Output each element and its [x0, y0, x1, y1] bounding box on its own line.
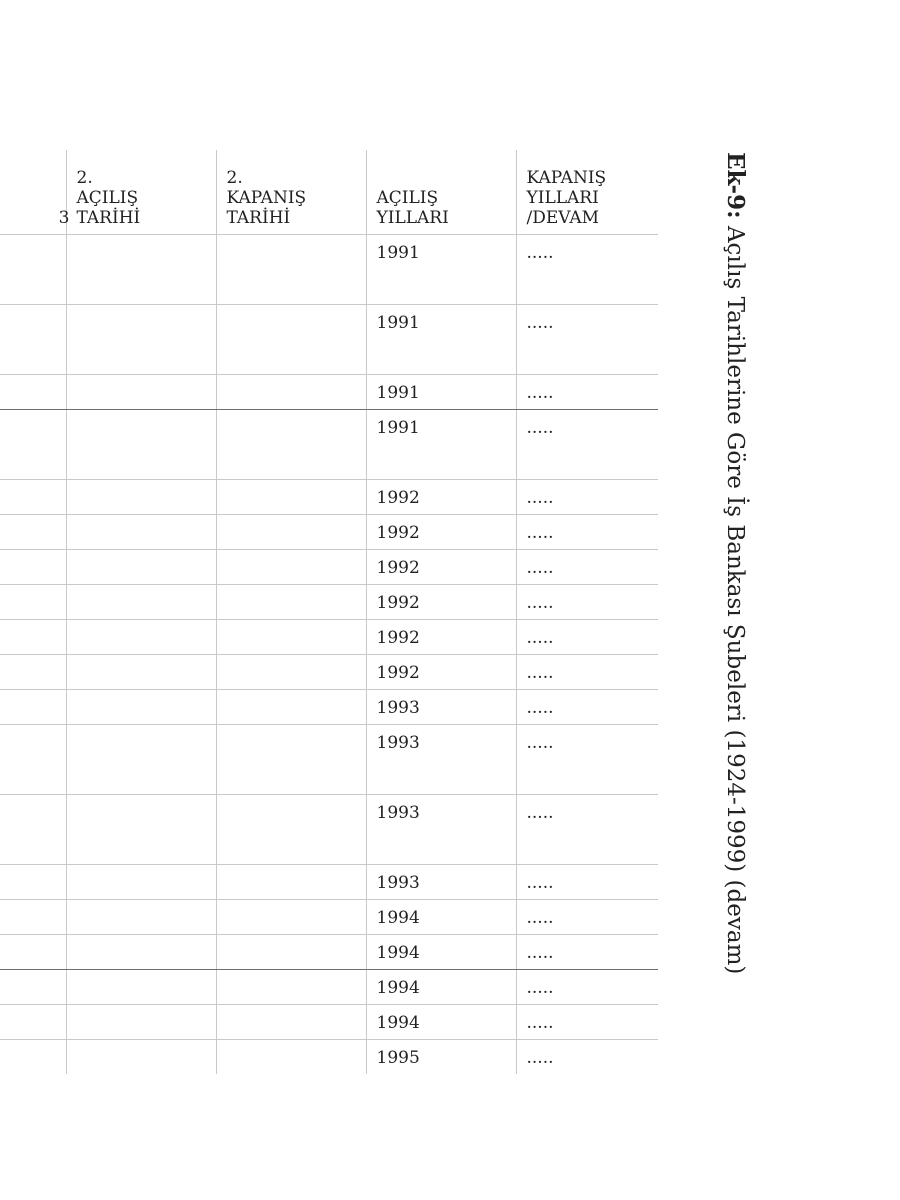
- cell-closing-status: .....: [516, 725, 658, 795]
- cell-opening-year: 1991: [366, 375, 516, 410]
- cell-closing-status: .....: [516, 970, 658, 1005]
- table-row: [0, 725, 658, 795]
- cell-cut: [0, 690, 66, 725]
- cell-second-closing-date: [216, 410, 366, 480]
- cell-closing-status: .....: [516, 1040, 658, 1075]
- cell-second-opening-date: [66, 410, 216, 480]
- cell-second-closing-date: [216, 480, 366, 515]
- cell-closing-status: .....: [516, 935, 658, 970]
- cell-closing-status: .....: [516, 585, 658, 620]
- cell-second-closing-date: [216, 865, 366, 900]
- table-row: [0, 1005, 658, 1040]
- cell-cut: [0, 515, 66, 550]
- table-row: [0, 550, 658, 585]
- cell-closing-status: .....: [516, 900, 658, 935]
- cell-second-opening-date: [66, 900, 216, 935]
- cell-second-closing-date: [216, 1005, 366, 1040]
- cell-closing-status: .....: [516, 305, 658, 375]
- header-second-closing-date: 2. KAPANIŞ TARİHİ: [216, 150, 366, 235]
- cell-second-closing-date: [216, 655, 366, 690]
- cell-second-closing-date: [216, 550, 366, 585]
- cell-second-opening-date: [66, 795, 216, 865]
- cell-cut: [0, 620, 66, 655]
- table-row: [0, 690, 658, 725]
- cell-second-opening-date: [66, 935, 216, 970]
- cell-cut: [0, 1005, 66, 1040]
- cell-cut: [0, 970, 66, 1005]
- cell-second-opening-date: [66, 725, 216, 795]
- cell-opening-year: 1994: [366, 935, 516, 970]
- cell-second-closing-date: [216, 935, 366, 970]
- cell-second-closing-date: [216, 725, 366, 795]
- table-row: [0, 410, 658, 480]
- table-row: [0, 375, 658, 410]
- cell-closing-status: .....: [516, 480, 658, 515]
- table-row: [0, 655, 658, 690]
- cell-cut: [0, 865, 66, 900]
- cell-closing-status: .....: [516, 690, 658, 725]
- cell-second-closing-date: [216, 900, 366, 935]
- cell-opening-year: 1992: [366, 585, 516, 620]
- cell-opening-year: 1992: [366, 550, 516, 585]
- header-opening-years: AÇILIŞ YILLARI: [366, 150, 516, 235]
- cell-opening-year: 1991: [366, 305, 516, 375]
- cell-closing-status: .....: [516, 375, 658, 410]
- table-row: [0, 970, 658, 1005]
- cell-opening-year: 1993: [366, 690, 516, 725]
- branches-table: [0, 150, 658, 1074]
- cell-second-opening-date: [66, 515, 216, 550]
- table-row: [0, 935, 658, 970]
- cell-second-opening-date: [66, 1005, 216, 1040]
- table-row: [0, 585, 658, 620]
- cell-closing-status: .....: [516, 550, 658, 585]
- table-row: [0, 235, 658, 305]
- table-header-row: [0, 150, 658, 235]
- cell-cut: [0, 480, 66, 515]
- cell-second-opening-date: [66, 970, 216, 1005]
- cell-second-opening-date: [66, 375, 216, 410]
- table-row: [0, 305, 658, 375]
- header-second-opening-date: 2. AÇILIŞ TARİHİ: [66, 150, 216, 235]
- table-row: [0, 795, 658, 865]
- cell-opening-year: 1991: [366, 235, 516, 305]
- cell-opening-year: 1993: [366, 725, 516, 795]
- table-row: [0, 900, 658, 935]
- cell-cut: [0, 935, 66, 970]
- header-closing-years-status: KAPANIŞ YILLARI /DEVAM: [516, 150, 658, 235]
- cell-opening-year: 1992: [366, 480, 516, 515]
- cell-closing-status: .....: [516, 795, 658, 865]
- cell-second-closing-date: [216, 1040, 366, 1075]
- cell-second-closing-date: [216, 795, 366, 865]
- table-caption: [720, 152, 750, 974]
- cell-opening-year: 1992: [366, 515, 516, 550]
- cell-closing-status: .....: [516, 515, 658, 550]
- cell-second-opening-date: [66, 480, 216, 515]
- cell-opening-year: 1995: [366, 1040, 516, 1075]
- cell-opening-year: 1994: [366, 1005, 516, 1040]
- cell-second-closing-date: [216, 620, 366, 655]
- cell-second-closing-date: [216, 375, 366, 410]
- cell-second-closing-date: [216, 305, 366, 375]
- table-row: [0, 480, 658, 515]
- cell-second-opening-date: [66, 585, 216, 620]
- table-body: [0, 235, 658, 1075]
- cell-second-opening-date: [66, 550, 216, 585]
- cell-cut: [0, 795, 66, 865]
- cell-second-opening-date: [66, 690, 216, 725]
- cell-second-opening-date: [66, 235, 216, 305]
- caption-label: Ek-9:: [722, 152, 749, 219]
- cell-opening-year: 1991: [366, 410, 516, 480]
- cell-cut: [0, 585, 66, 620]
- cell-second-closing-date: [216, 690, 366, 725]
- cell-opening-year: 1992: [366, 655, 516, 690]
- table-row: [0, 515, 658, 550]
- cell-second-opening-date: [66, 1040, 216, 1075]
- cell-opening-year: 1993: [366, 865, 516, 900]
- table-row: [0, 620, 658, 655]
- cell-second-opening-date: [66, 655, 216, 690]
- cell-closing-status: .....: [516, 655, 658, 690]
- cell-cut: [0, 900, 66, 935]
- cell-second-opening-date: [66, 865, 216, 900]
- cell-closing-status: .....: [516, 620, 658, 655]
- cell-second-closing-date: [216, 585, 366, 620]
- cell-second-closing-date: [216, 970, 366, 1005]
- cell-closing-status: .....: [516, 410, 658, 480]
- caption-text: Açılış Tarihlerine Göre İş Bankası Şubeleri (1924-1999) (devam): [722, 218, 748, 975]
- cell-cut: [0, 235, 66, 305]
- cell-opening-year: 1992: [366, 620, 516, 655]
- cell-opening-year: 1994: [366, 970, 516, 1005]
- table-row: [0, 865, 658, 900]
- header-cut-column: 3: [0, 150, 66, 235]
- cell-cut: [0, 305, 66, 375]
- cell-closing-status: .....: [516, 865, 658, 900]
- cell-cut: [0, 550, 66, 585]
- cell-opening-year: 1994: [366, 900, 516, 935]
- cell-second-opening-date: [66, 305, 216, 375]
- cell-cut: [0, 410, 66, 480]
- cell-closing-status: .....: [516, 235, 658, 305]
- table-row: [0, 1040, 658, 1075]
- cell-second-closing-date: [216, 235, 366, 305]
- cell-second-opening-date: [66, 620, 216, 655]
- cell-cut: [0, 725, 66, 795]
- cell-closing-status: .....: [516, 1005, 658, 1040]
- cell-cut: [0, 655, 66, 690]
- cell-cut: [0, 1040, 66, 1075]
- cell-second-closing-date: [216, 515, 366, 550]
- cell-opening-year: 1993: [366, 795, 516, 865]
- cell-cut: [0, 375, 66, 410]
